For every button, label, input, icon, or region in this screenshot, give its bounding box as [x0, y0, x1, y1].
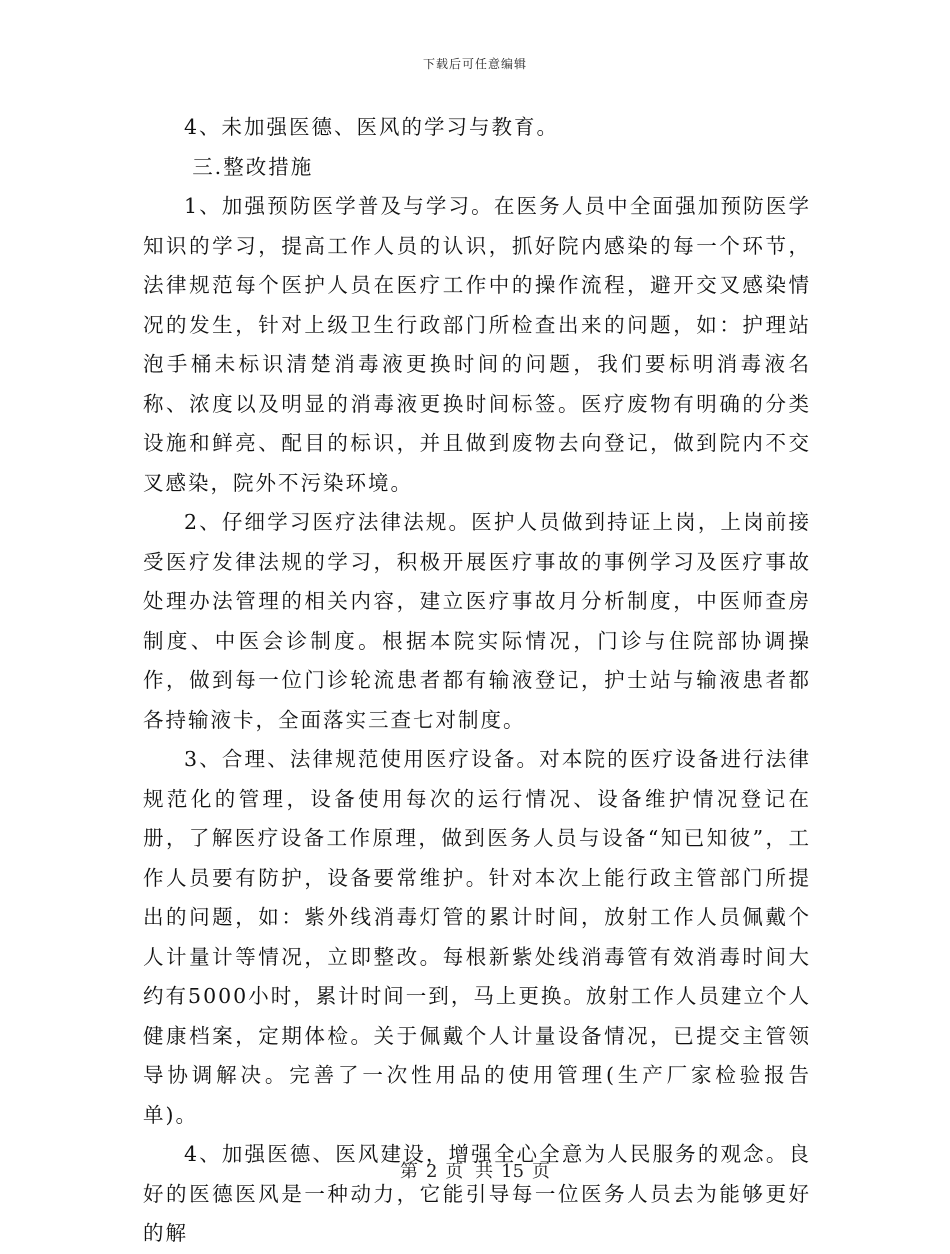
header-note: 下载后可任意编辑 [422, 57, 527, 71]
measure-2-paragraph: 2、仔细学习医疗法律法规。医护人员做到持证上岗，上岗前接受医疗发律法规的学习，积极开展医疗事故的事例学习及医疗事故处理办法管理的相关内容，建立医疗事故月分析制度，中医师查房制度、中医会诊制度。根据本院实际情况，门诊与住院部协调操作，做到每一位门诊轮流患者都有输液登记，护士站与输液患者都各持输液卡，全面落实三查七对制度。 [143, 510, 811, 732]
measure-4-paragraph: 4、加强医德、医风建设，增强全心全意为人民服务的观念。良好的医德医风是一种动力，它能引导每一位医务人员去为能够更好的解 [143, 1142, 811, 1245]
footer-middle: 页 共 [445, 1161, 494, 1182]
page-footer [0, 1157, 950, 1183]
footer-suffix: 页 [532, 1161, 551, 1182]
current-page-number: 2 [425, 1161, 438, 1182]
measure-1-paragraph: 1、加强预防医学普及与学习。在医务人员中全面强加预防医学知识的学习，提高工作人员的认识，抓好院内感染的每一个环节，法律规范每个医护人员在医疗工作中的操作流程，避开交叉感染情况的发生，针对上级卫生行政部门所检查出来的问题，如：护理站泡手桶未标识清楚消毒液更换时间的问题，我们要标明消毒液名称、浓度以及明显的消毒液更换时间标签。医疗废物有明确的分类设施和鲜亮、配目的标识，并且做到废物去向登记，做到院内不交叉感染，院外不污染环境。 [143, 194, 811, 495]
section-heading-rectification: 三.整改措施 [192, 154, 314, 179]
item-4-shortcoming: 4、未加强医德、医风的学习与教育。 [184, 115, 560, 139]
total-pages-number: 15 [501, 1161, 525, 1182]
document-body [143, 108, 811, 1254]
page-header [0, 55, 950, 72]
measure-3-paragraph: 3、合理、法律规范使用医疗设备。对本院的医疗设备进行法律规范化的管理，设备使用每次的运行情况、设备维护情况登记在册，了解医疗设备工作原理，做到医务人员与设备“知已知彼”，工作人员要有防护，设备要常维护。针对本次上能行政主管部门所提出的问题，如：紫外线消毒灯管的累计时间，放射工作人员佩戴个人计量计等情况，立即整改。每根新紫处线消毒管有效消毒时间大约有5000小时，累计时间一到，马上更换。放射工作人员建立个人健康档案，定期体检。关于佩戴个人计量设备情况，已提交主管领导协调解决。完善了一次性用品的使用管理(生产厂家检验报告单)。 [143, 747, 811, 1127]
footer-prefix: 第 [399, 1161, 418, 1182]
